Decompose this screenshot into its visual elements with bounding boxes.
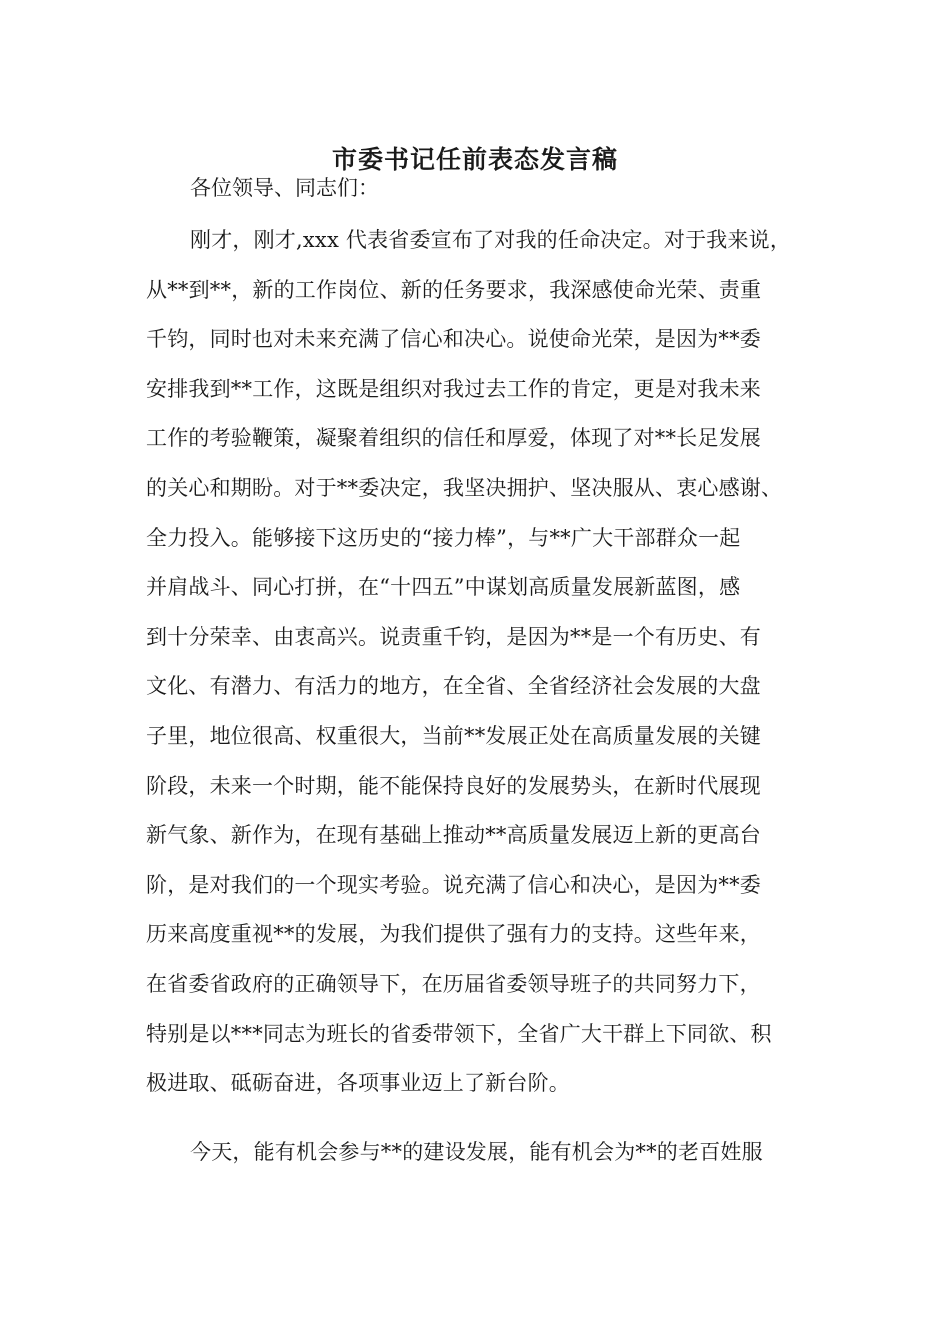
document-title: 市委书记任前表态发言稿 xyxy=(331,145,618,174)
paragraph-line: 阶，是对我们的一个现实考验。说充满了信心和决心，是因为**委 xyxy=(146,872,761,897)
paragraph-line: 并肩战斗、同心打拼，在“十四五”中谋划高质量发展新蓝图，感 xyxy=(146,575,741,600)
paragraph-line: 文化、有潜力、有活力的地方，在全省、全省经济社会发展的大盘 xyxy=(146,674,761,699)
paragraph-line: 千钧，同时也对未来充满了信心和决心。说使命光荣，是因为**委 xyxy=(146,327,761,352)
paragraph-line: 今天，能有机会参与**的建设发展，能有机会为**的老百姓服 xyxy=(190,1139,763,1164)
paragraph-line: 极进取、砥砺奋进，各项事业迈上了新台阶。 xyxy=(146,1071,570,1096)
paragraph-line: 子里，地位很高、权重很大，当前**发展正处在高质量发展的关键 xyxy=(146,723,761,748)
paragraph-line: 的关心和期盼。对于**委决定，我坚决拥护、坚决服从、衷心感谢、 xyxy=(146,475,783,500)
paragraph-line: 在省委省政府的正确领导下，在历届省委领导班子的共同努力下， xyxy=(146,971,761,996)
greeting: 各位领导、同志们： xyxy=(190,176,379,200)
paragraph-line: 新气象、新作为，在现有基础上推动**高质量发展迈上新的更高台 xyxy=(146,823,761,848)
paragraph-line: 阶段，未来一个时期，能不能保持良好的发展势头，在新时代展现 xyxy=(146,773,761,798)
paragraph-line: 到十分荣幸、由衷高兴。说责重千钧，是因为**是一个有历史、有 xyxy=(146,624,761,649)
paragraph-line: 安排我到**工作，这既是组织对我过去工作的肯定，更是对我未来 xyxy=(146,376,761,401)
paragraph-line: 历来高度重视**的发展，为我们提供了强有力的支持。这些年来， xyxy=(146,922,761,947)
paragraph-line: 从**到**，新的工作岗位、新的任务要求，我深感使命光荣、责重 xyxy=(146,277,762,302)
paragraph-line: 刚才，刚才,xxx 代表省委宣布了对我的任命决定。对于我来说， xyxy=(190,228,792,252)
paragraph-line: 特别是以***同志为班长的省委带领下，全省广大干群上下同欲、积 xyxy=(146,1021,772,1046)
document-body xyxy=(146,216,846,1177)
paragraph-line: 工作的考验鞭策，凝聚着组织的信任和厚爱，体现了对**长足发展 xyxy=(146,426,761,451)
paragraph-line: 全力投入。能够接下这历史的“接力棒”，与**广大干部群众一起 xyxy=(146,525,741,550)
